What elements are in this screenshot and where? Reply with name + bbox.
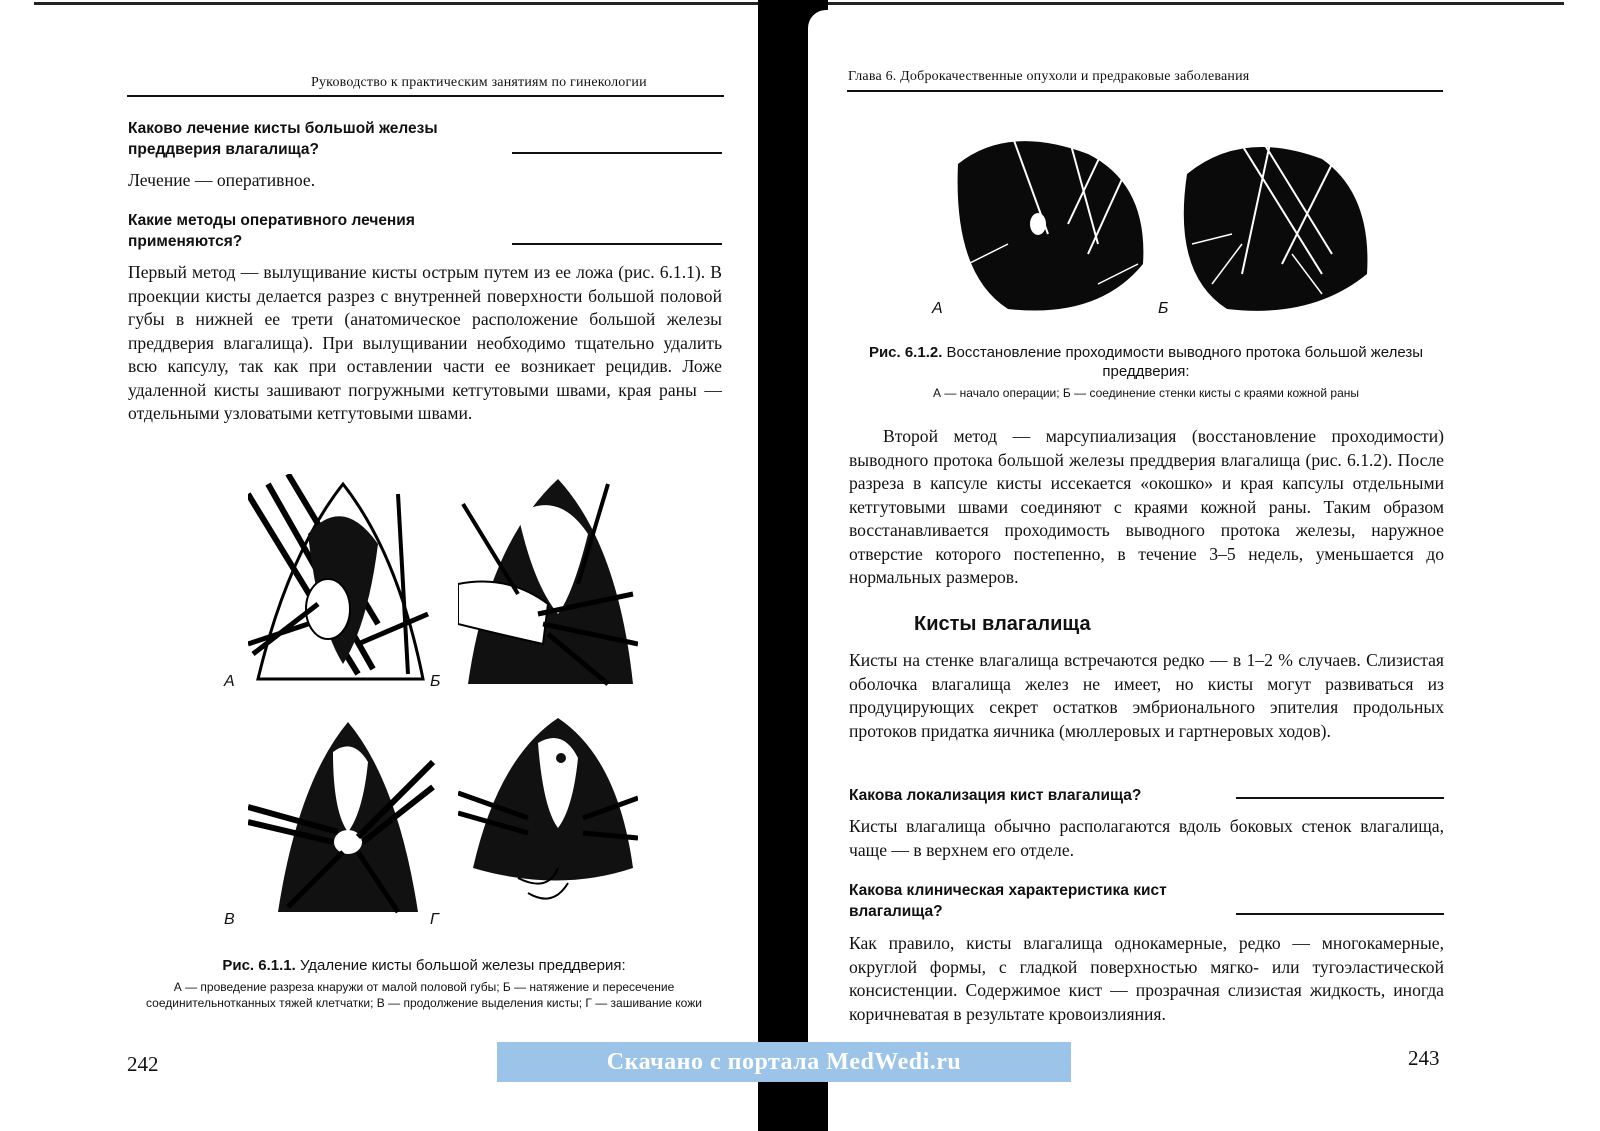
header-rule-right	[847, 90, 1443, 92]
paragraph-clinical: Как правило, кисты влагалища однокамерные, редко — многокамерные, округлой формы, с гладкой поверхностью мягко- или тугоэластической консистенции. Содержимое кист — прозрачная слизистая жидкость, иногда коричневатая в результате кровоизлияния.	[849, 933, 1444, 1024]
figure-label-b: Б	[430, 673, 441, 690]
header-rule-left	[127, 95, 724, 97]
figure-label-b-right: Б	[1158, 300, 1169, 317]
figure-6-1-2-b-illustration	[1172, 124, 1372, 314]
answer-line	[1236, 913, 1444, 915]
question-methods: Какие методы оперативного лечения применяются?	[128, 212, 415, 250]
caption-figure-number: Рис. 6.1.2.	[868, 344, 943, 361]
figure-label-a: А	[224, 673, 235, 690]
caption-title	[848, 343, 1444, 381]
gutter-page-edge	[808, 10, 830, 1080]
figure-6-1-1-c-illustration	[248, 712, 438, 922]
caption-title-text: Восстановление проходимости выводного протока большой железы преддверия:	[942, 344, 1424, 380]
question-localization: Какова локализация кист влагалища?	[849, 787, 1142, 804]
caption-legend: А — проведение разреза кнаружи от малой половой губы; Б — натяжение и пересечение соединительнотканных тяжей клетчатки; В — продолжение выделения кисты; Г — зашивание кожи	[146, 980, 702, 1010]
question-treatment: Каково лечение кисты большой железы преддверия влагалища?	[128, 120, 438, 158]
paragraph-second-method: Второй метод — марсупиализация (восстановление проходимости) выводного протока большой железы преддверия влагалища (рис. 6.1.2). После разреза в капсуле кисты иссекается «окошко» и края капсулы отдельными кетгутовыми швами соединяют с краями кожной раны. Таким образом восстанавливается проходимость выводного протока железы, наружное отверстие которого постепенно, в течение 3–5 недель, уменьшается до нормальных размеров.	[849, 426, 1444, 587]
answer-localization: Кисты влагалища обычно располагаются вдоль боковых стенок влагалища, чаще — в верхнем его отделе.	[849, 816, 1444, 860]
figure-6-1-1-d-illustration	[458, 718, 638, 913]
page-number-right: 243	[1408, 1046, 1440, 1070]
answer-line	[512, 152, 722, 154]
caption-title-text: Удаление кисты большой железы преддверия:	[295, 957, 626, 974]
figure-6-1-1-b-illustration	[458, 474, 638, 689]
left-page	[0, 0, 760, 1131]
answer-line	[1236, 797, 1444, 799]
figure-label-d: Г	[430, 911, 439, 928]
figure-label-c: В	[224, 911, 235, 928]
caption-legend: А — начало операции; Б — соединение стенки кисты с краями кожной раны	[933, 386, 1359, 400]
gutter-bottom	[762, 1080, 822, 1131]
answer-line	[512, 243, 722, 245]
answer-treatment: Лечение — оперативное.	[128, 170, 316, 190]
figure-6-1-1-a-illustration	[248, 474, 441, 690]
question-clinical: Какова клиническая характеристика кист влагалища?	[849, 882, 1167, 920]
running-head-right: Глава 6. Доброкачественные опухоли и предраковые заболевания	[848, 69, 1250, 84]
figure-6-1-2-a-illustration	[948, 124, 1148, 314]
figure-6-1-1-caption	[124, 956, 724, 1011]
figure-label-a-right: А	[932, 300, 943, 317]
paragraph-vaginal-cysts: Кисты на стенке влагалища встречаются редко — в 1–2 % случаев. Слизистая оболочка влагалища желез не имеет, но кисты могут развиваться из продуцирующих секрет остатков эмбрионального эпителия продольных протоков придатка яичника (мюллеровых и гартнеровых ходов).	[849, 650, 1444, 741]
page-number-left: 242	[127, 1052, 159, 1076]
paragraph-first-method: Первый метод — вылущивание кисты острым путем из ее ложа (рис. 6.1.1). В проекции кисты делается разрез с внутренней поверхности большой половой губы в нижней ее трети (анатомическое расположение большой железы преддверия влагалища). При вылущивании необходимо тщательно удалить всю капсулу, так как при оставлении части ее возникает рецидив. Ложе удаленной кисты зашивают погружными кетгутовыми швами, края раны — отдельными узловатыми кетгутовыми швами.	[128, 262, 722, 423]
watermark-banner: Скачано с портала MedWedi.ru	[497, 1042, 1071, 1082]
figure-6-1-2-caption	[848, 343, 1444, 401]
caption-title	[124, 956, 724, 975]
section-title-vaginal-cysts: Кисты влагалища	[914, 613, 1091, 635]
running-head-left: Руководство к практическим занятиям по гинекологии	[311, 75, 647, 90]
caption-figure-number: Рис. 6.1.1.	[222, 957, 296, 974]
